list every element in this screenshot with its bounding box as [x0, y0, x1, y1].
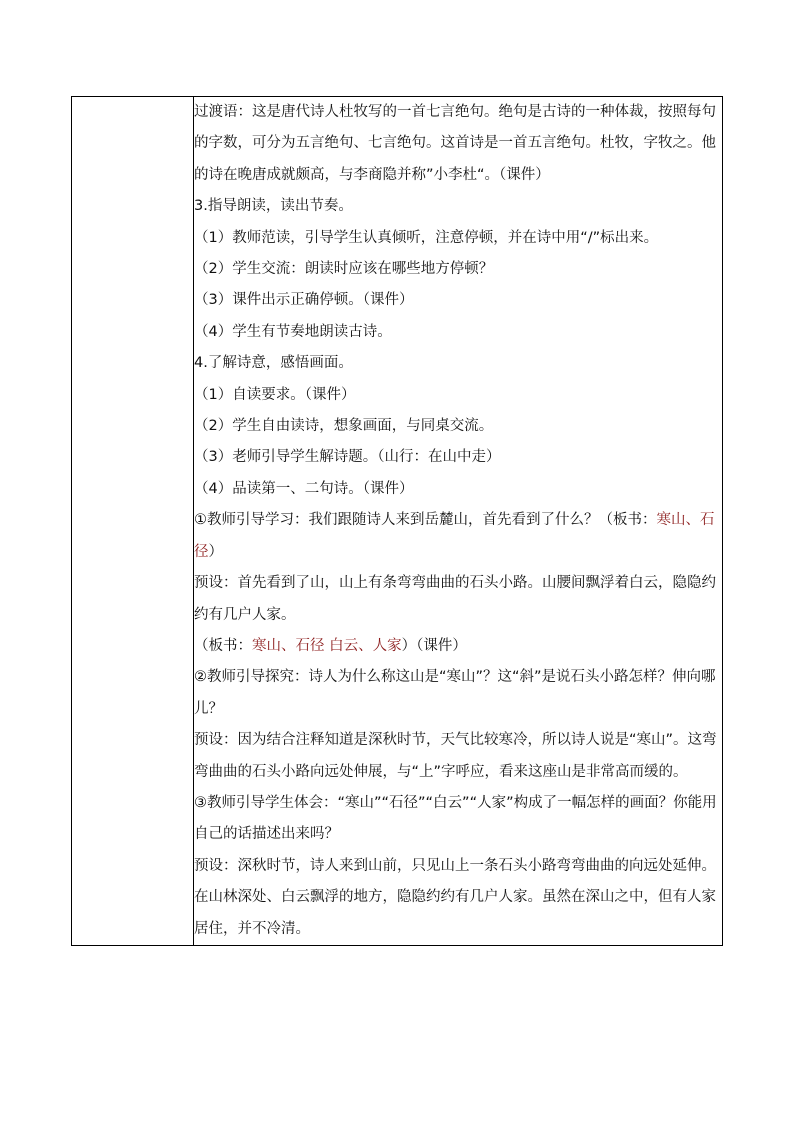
step-4-item-2: （2）学生自由读诗，想象画面，与同桌交流。 [194, 418, 494, 435]
step-3-item-3: （3）课件出示正确停顿。（课件） [194, 292, 414, 309]
question-3: ③教师引导学生体会：“寒山”“石径”“白云”“人家”构成了一幅怎样的画面？你能用自己的话描述出来吗？ [194, 794, 717, 843]
step-4-heading: 4.了解诗意，感悟画面。 [194, 355, 353, 372]
step-3-item-1: （1）教师范读，引导学生认真倾听，注意停顿，并在诗中用“/”标出来。 [194, 229, 659, 246]
preset-answer-3: 预设：深秋时节，诗人来到山前，只见山上一条石头小路弯弯曲曲的向远处延伸。在山林深处、白云飘浮的地方，隐隐约约有几户人家。虽然在深山之中，但有人家居住，并不冷清。 [194, 857, 716, 937]
step-3-item-4: （4）学生有节奏地朗读古诗。 [194, 323, 392, 340]
question-2: ②教师引导探究：诗人为什么称这山是“寒山”？这“斜”是说石头小路怎样？伸向哪儿？ [194, 669, 716, 717]
step-4-item-3: （3）老师引导学生解诗题。（山行：在山中走） [194, 449, 501, 466]
board-writing-2: 寒山、石径 白云、人家 [252, 637, 402, 654]
table-row [72, 97, 723, 946]
board-writing-1: 寒山、石径 [194, 512, 715, 560]
preset-answer-2: 预设：因为结合注释知道是深秋时节，天气比较寒冷，所以诗人说是“寒山”。这弯弯曲曲的石头小路向远处伸展，与“上”字呼应，看来这座山是非常高而缓的。 [194, 732, 717, 780]
step-3-item-2: （2）学生交流：朗读时应该在哪些地方停顿？ [194, 261, 494, 278]
board-close: ）（课件） [401, 637, 467, 654]
question-1-text: ①教师引导学习：我们跟随诗人来到岳麓山，首先看到了什么？（板书： [194, 512, 657, 529]
step-4-item-1: （1）自读要求。（课件） [194, 386, 356, 403]
board-writing-line [194, 631, 722, 662]
board-open: （板书： [194, 637, 252, 654]
question-1-close: ） [208, 543, 223, 560]
content-cell [194, 97, 723, 946]
step-3-heading: 3.指导朗读，读出节奏。 [194, 198, 353, 215]
left-column-cell [72, 97, 194, 946]
lesson-table [71, 96, 723, 946]
question-1 [194, 505, 722, 568]
transition-paragraph: 过渡语：这是唐代诗人杜牧写的一首七言绝句。绝句是古诗的一种体裁，按照每句的字数，可分为五言绝句、七言绝句。这首诗是一首五言绝句。杜牧，字牧之。他的诗在晚唐成就颇高，与李商隐并称”小李杜“。（课件） [194, 104, 716, 183]
step-4-item-4: （4）品读第一、二句诗。（课件） [194, 480, 414, 497]
preset-answer-1: 预设：首先看到了山，山上有条弯弯曲曲的石头小路。山腰间飘浮着白云，隐隐约约有几户人家。 [194, 575, 716, 623]
